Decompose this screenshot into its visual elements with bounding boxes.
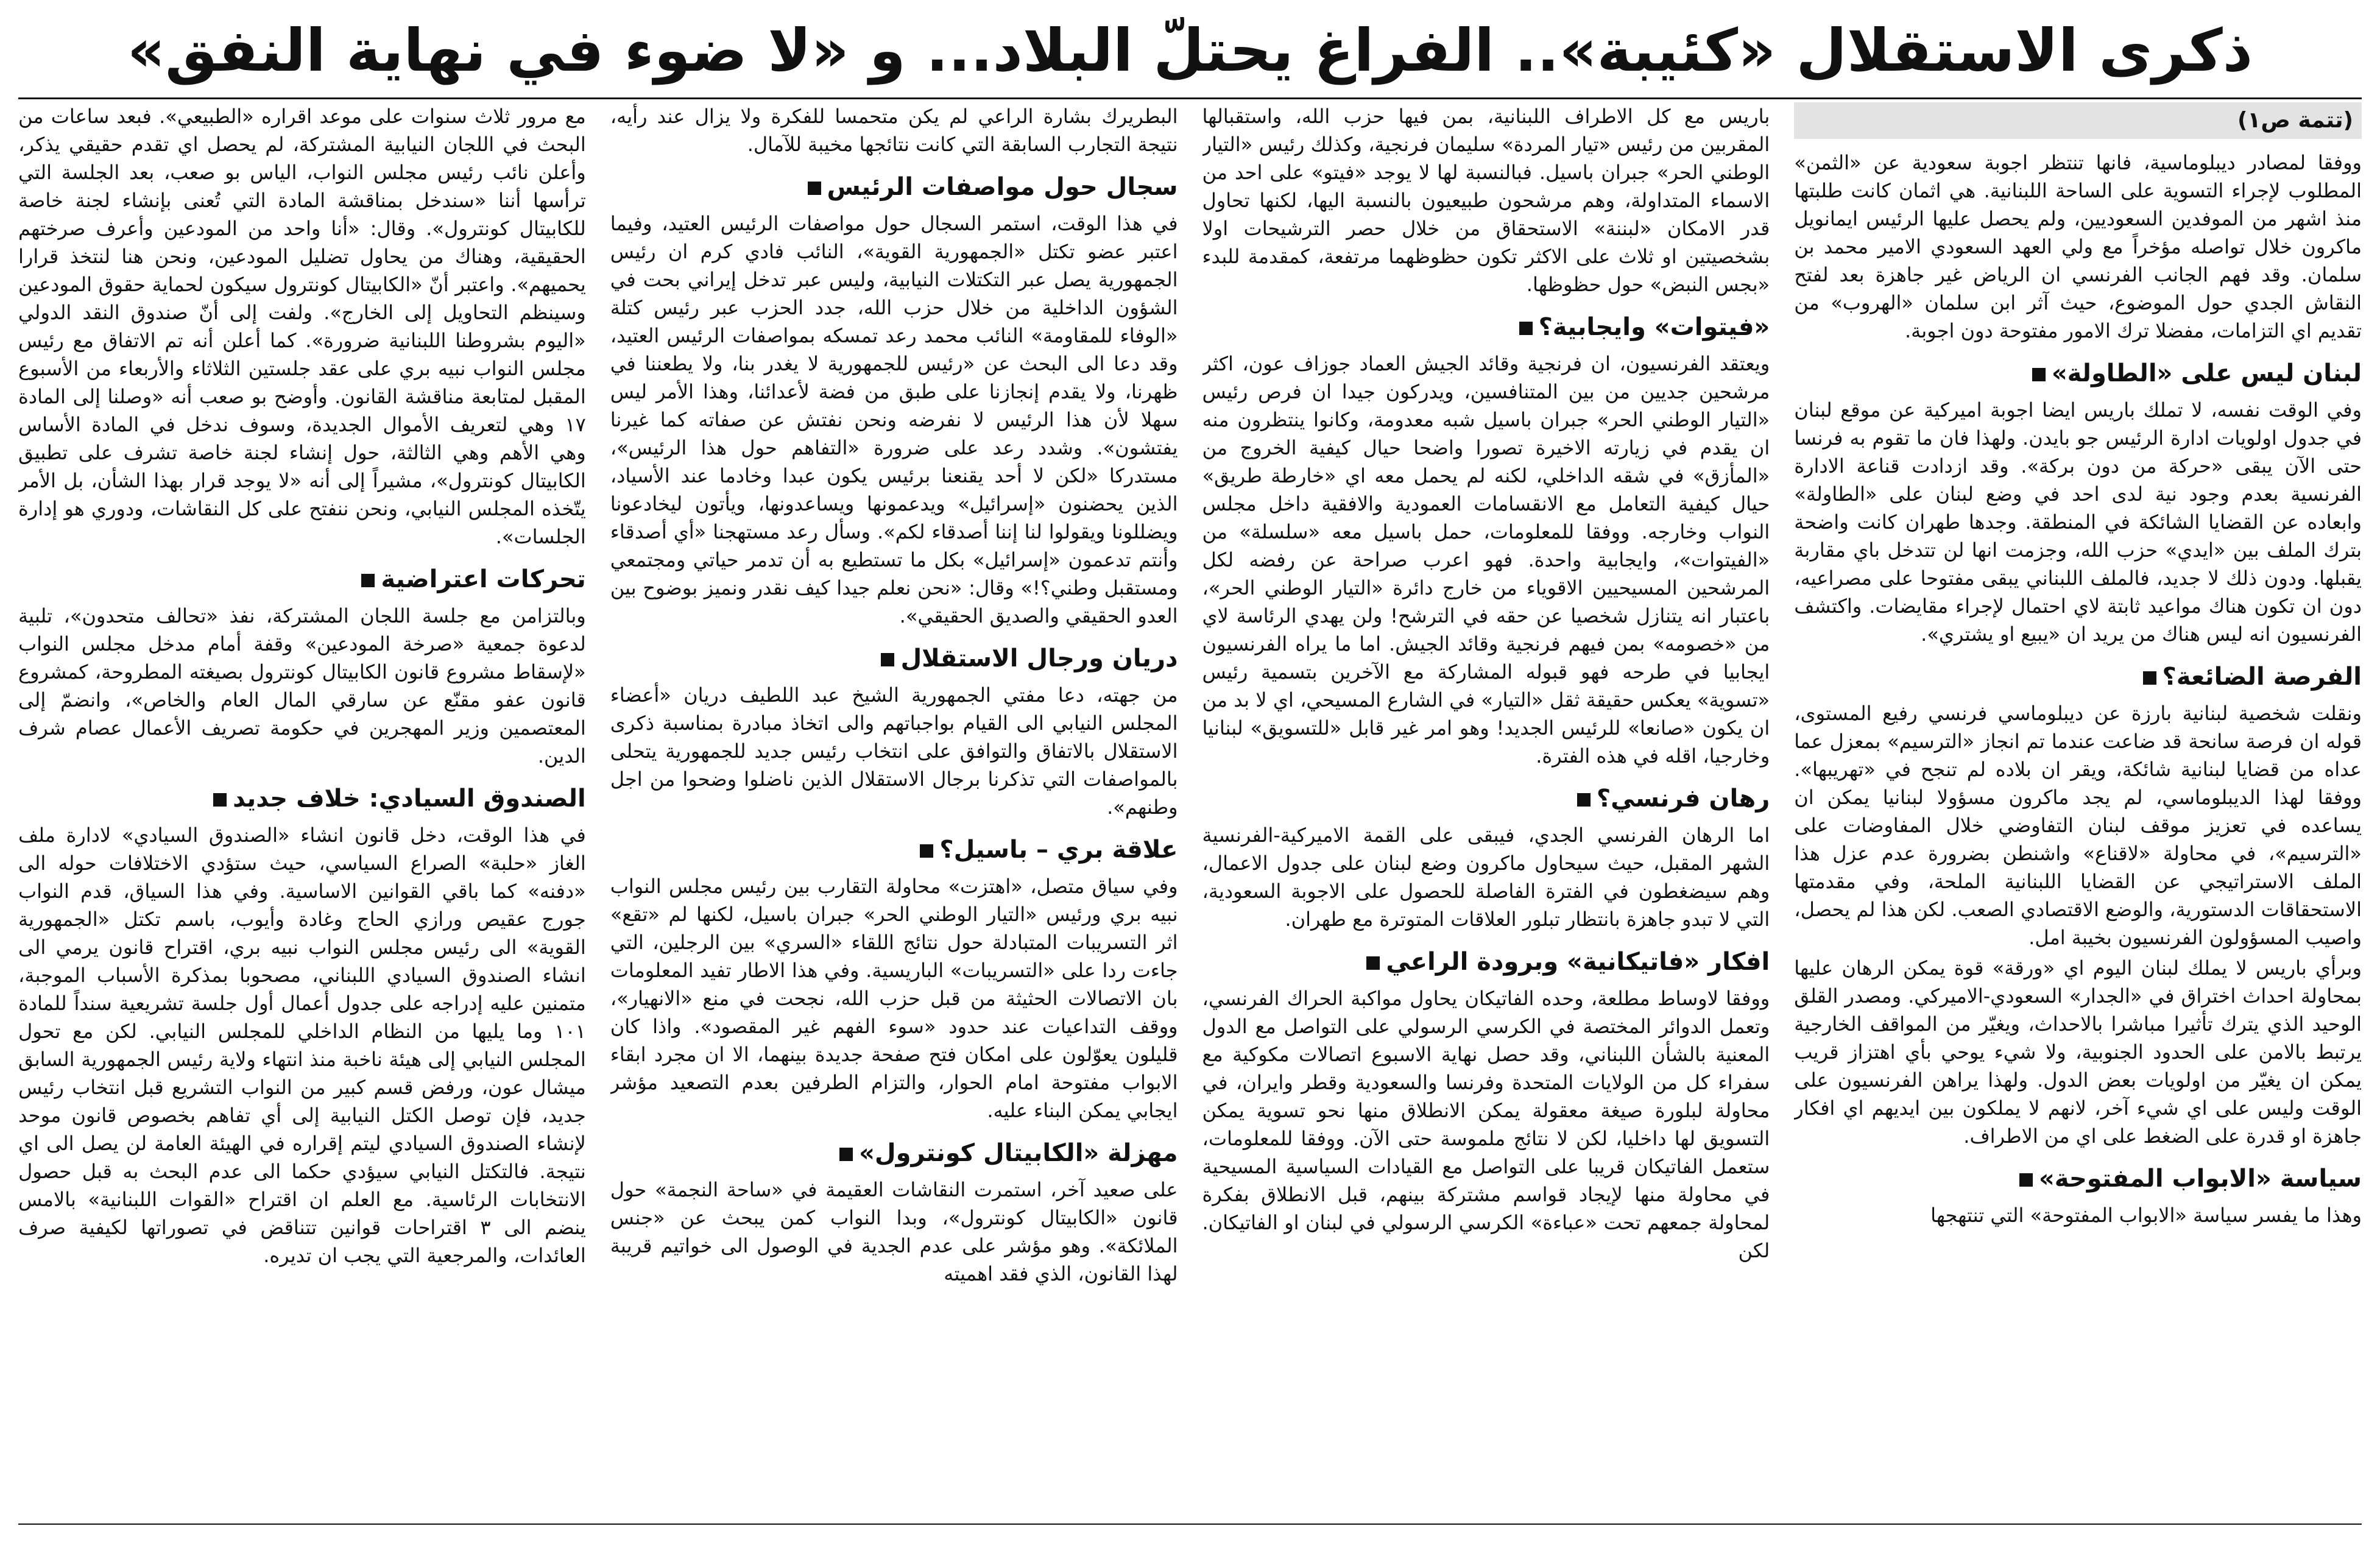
subheading xyxy=(1202,944,1770,980)
subheading-text: «فيتوات» وايجابية؟ xyxy=(1538,313,1770,341)
paragraph: وبالتزامن مع جلسة اللجان المشتركة، نفذ «تحالف متحدون»، تلبية لدعوة جمعية «صرخة المودعين» وقفة أمام مدخل مجلس النواب «لإسقاط مشروع قانون الكابيتال كونترول بصيغته المطروحة، كمشروع قانون عفو مقنّع عن سارقي المال العام والخاص»، وانضمّ إلى المعتصمين وزير المهجرين في حكومة تصريف الأعمال عصام شرف الدين. xyxy=(18,604,586,768)
subheading xyxy=(18,781,586,816)
subheading-text: الفرصة الضائعة؟ xyxy=(2162,663,2362,691)
square-bullet-icon xyxy=(2143,671,2156,685)
subheading-text: تحركات اعتراضية xyxy=(381,565,586,593)
subheading-text: الصندوق السيادي: خلاف جديد xyxy=(233,785,586,813)
subheading-text: سياسة «الابواب المفتوحة» xyxy=(2038,1165,2362,1193)
square-bullet-icon xyxy=(1577,793,1591,807)
subheading xyxy=(1202,309,1770,345)
paragraph: وفي سياق متصل، «اهتزت» محاولة التقارب بين رئيس مجلس النواب نبيه بري ورئيس «التيار الوطني الحر» جبران باسيل، لكنها لم «تقع» اثر التسريبات المتبادلة حول نتائج اللقاء «السري» بين الرجلين، التي جاءت ردا على «التسريبات» الباريسية. وفي هذا الاطار تفيد المعلومات بان الاتصالات الحثيثة من قبل حزب الله، نجحت في منع «الانهيار»، ووقف التداعيات عند حدود «سوء الفهم غير المقصود». واذا كان قليلون يعوّلون على امكان فتح صفحة جديدة بينهما، الا ان مجرد ابقاء الابواب مفتوحة امام الحوار، والتزام الطرفين بعدم التصعيد مؤشر ايجابي يمكن البناء عليه. xyxy=(610,875,1178,1122)
square-bullet-icon xyxy=(839,1148,853,1161)
paragraph: باريس مع كل الاطراف اللبنانية، بمن فيها حزب الله، واستقبالها المقربين من رئيس «تيار المردة» سليمان فرنجية، وكذلك رئيس «التيار الوطني الحر» جبران باسيل. فبالنسبة لها لا يوجد «فيتو» على احد من الاسماء المتداولة، وهم مرشحون طبيعيون بالنسبة اليها، لكنها تحاول قدر الامكان «لبننة» الاستحقاق من خلال حصر الترشيحات اولا بشخصيتين او ثلاث على الاكثر تكون حظوظهما مرتفعة، كمقدمة للبدء «بجس النبض» حول حظوظها. xyxy=(1202,105,1770,296)
square-bullet-icon xyxy=(920,844,933,858)
article-column-3 xyxy=(610,102,1178,1519)
subheading-text: رهان فرنسي؟ xyxy=(1596,785,1770,813)
subheading xyxy=(1202,781,1770,816)
square-bullet-icon xyxy=(881,653,894,666)
subheading xyxy=(610,832,1178,867)
square-bullet-icon xyxy=(1366,956,1380,970)
subheading-text: افكار «فاتيكانية» وبرودة الراعي xyxy=(1386,948,1770,976)
subheading-text: لبنان ليس على «الطاولة» xyxy=(2051,359,2362,387)
subheading xyxy=(610,641,1178,676)
subheading-text: دريان ورجال الاستقلال xyxy=(900,644,1178,673)
article-column-1 xyxy=(1794,102,2362,1519)
paragraph: مع مرور ثلاث سنوات على موعد اقراره «الطبيعي». فبعد ساعات من البحث في اللجان النيابية المشتركة، لم يحصل اي تقدم حقيقي يذكر، وأعلن نائب رئيس مجلس النواب، الياس بو صعب، بعد الجلسة التي ترأسها أننا «سندخل بمناقشة المادة التي تُعنى بإنشاء لجنة خاصة للكابيتال كونترول». وقال: «أنا واحد من المودعين وأعرف صرختهم الحقيقية، وهناك من يحاول تضليل المودعين، ونحن هنا لنتخذ قرارا يحميهم». واعتبر أنّ «الكابيتال كونترول سيكون لحماية حقوق المودعين وسينظم التحاويل إلى الخارج». ولفت إلى أنّ صندوق النقد الدولي «اليوم بشروطنا اللبنانية ضرورة». كما أعلن أنه تم الاتفاق مع رئيس مجلس النواب نبيه بري على عقد جلستين الثلاثاء والأربعاء من الأسبوع المقبل لمتابعة مناقشة القانون. وأوضح بو صعب أنه «وصلنا إلى المادة ١٧ وهي لتعريف الأموال الجديدة، وسوف ندخل في المادة الأساس وهي الأهم وهي الثالثة، حول إنشاء لجنة خاصة تشرف على تطبيق الكابيتال كونترول»، مشيراً إلى أنه «لا يوجد قرار بهذا الشأن، بل الأمر يتّخذه المجلس النيابي، ونحن ننفتح على كل النقاشات، ودوري هو إدارة الجلسات». xyxy=(18,105,586,548)
article-column-4 xyxy=(18,102,586,1519)
paragraph: في هذا الوقت، استمر السجال حول مواصفات الرئيس العتيد، وفيما اعتبر عضو تكتل «الجمهورية القوية»، النائب فادي كرم ان رئيس الجمهورية يصل عبر التكتلات النيابية، وليس عبر تدخل إيراني بحت في الشؤون الداخلية من خلال حزب الله، جدد الحزب عبر رئيس كتلة «الوفاء للمقاومة» النائب محمد رعد تمسكه بمواصفات الرئيس العتيد، وقد دعا الى البحث عن «رئيس للجمهورية لا يغدر بنا، ولا يطعننا في ظهرنا، ولا يقدم إنجازنا على طبق من فضة لأعدائنا، وهذا الأمر ليس سهلا لأن هذا الرئيس لا نفرضه ونحن نفتش عن صفاته كما غيرنا يفتشون». وشدد رعد على ضرورة «التفاهم حول هذا الرئيس»، مستدركا «لكن لا أحد يقنعنا برئيس يكون عبدا وخادما عند الأسياد، الذين يحضنون «إسرائيل» ويدعمونها ويساعدونها، ويأتون ليخادعونا ويضللونا ويقولوا لنا إننا أصدقاء لكم». وسأل رعد مستهجنا «أي أصدقاء وأنتم تدعمون «إسرائيل» بكل ما تستطيع به أن تدمر حياتي ومجتمعي ومستقبل وطني؟!» وقال: «نحن نعلم جيدا كيف نقدر ونميز بوضوح بين العدو الحقيقي والصديق الحقيقي». xyxy=(610,212,1178,627)
subheading-text: سجال حول مواصفات الرئيس xyxy=(827,173,1178,201)
subheading xyxy=(610,1135,1178,1171)
paragraph: ونقلت شخصية لبنانية بارزة عن ديبلوماسي فرنسي رفيع المستوى، قوله ان فرصة سانحة قد ضاعت عندما تم انجاز «الترسيم» بمعزل عما عداه من قضايا لبنانية شائكة، ويقر ان بلاده لم تنجح في «تهريبها». ووفقا لهذا الديبلوماسي، لم يجد ماكرون مسؤولا لبنانيا يمكن ان يساعده في تعزيز موقف لبنان التفاوضي خلال المفاوضات على «الترسيم»، في محاولة «لاقناع» واشنطن بضرورة عدم عزل هذا الملف الاستراتيجي عن القضايا اللبنانية الملحة، وفي مقدمتها الاستحقاقات الدستورية، والوضع الاقتصادي الصعب. لكن هذا لم يحصل، واصيب المسؤولون الفرنسيون بخيبة امل. xyxy=(1794,702,2362,949)
headline-rule xyxy=(18,97,2362,99)
continuation-tag: (تتمة ص١) xyxy=(1794,102,2362,139)
square-bullet-icon xyxy=(1519,322,1533,335)
paragraph: وبرأي باريس لا يملك لبنان اليوم اي «ورقة» قوة يمكن الرهان عليها بمحاولة احداث اختراق في «الجدار» السعودي-الاميركي. ومصدر القلق الوحيد الذي يترك تأثيرا مباشرا بالاحداث، ويغيّر من المواقف الخارجية يرتبط بالامن على الحدود الجنوبية، ولا شيء يوحي بأي اهتزاز قريب يمكن ان يغيّر من اولويات بعض الدول. ولهذا يراهن الفرنسيون على الوقت وليس على اي شيء آخر، لانهم لا يملكون بين ايديهم اي افكار جاهزة او قدرة على الضغط على اي من الاطراف. xyxy=(1794,956,2362,1148)
subheading xyxy=(1794,1161,2362,1196)
subheading xyxy=(1794,659,2362,694)
subheading-text: علاقة بري – باسيل؟ xyxy=(939,836,1178,864)
square-bullet-icon xyxy=(2019,1173,2033,1187)
paragraph: في هذا الوقت، دخل قانون انشاء «الصندوق السيادي» لادارة ملف الغاز «حلبة» الصراع السياسي، حيث ستؤدي الاختلافات حوله الى «دفنه» كما باقي القوانين الاساسية. وفي هذا السياق، قدم النواب جورج عقيص ورازي الحاج وغادة وأيوب، باسم تكتل «الجمهورية القوية» الى رئيس مجلس النواب نبيه بري، اقتراح قانون يرمي الى انشاء الصندوق السيادي اللبناني، مصحوبا بمذكرة الأسباب الموجبة، متمنين عليه إدراجه على جدول أعمال أول جلسة تشريعية سنداً للمادة ١٠١ وما يليها من النظام الداخلي للمجلس النيابي. لكن مع تحول المجلس النيابي إلى هيئة ناخبة منذ انتهاء ولاية رئيس الجمهورية السابق ميشال عون، ورفض قسم كبير من النواب التشريع قبل انتخاب رئيس جديد، فإن توصل الكتل النيابية إلى أي تفاهم بخصوص قانون موحد لإنشاء الصندوق السيادي ليتم إقراره في الهيئة العامة لن يصل الى اي نتيجة. فالتكتل النيابي سيؤدي حكما الى عدم البحث به قبل حصول الانتخابات الرئاسية. مع العلم ان اقتراح «القوات اللبنانية» بالامس ينضم الى ٣ اقتراحات قوانين تتناقض في تصوراتها لكيفية صرف العائدات، والمرجعية التي يجب ان تديره. xyxy=(18,824,586,1267)
square-bullet-icon xyxy=(213,793,227,807)
paragraph: من جهته، دعا مفتي الجمهورية الشيخ عبد اللطيف دريان «أعضاء المجلس النيابي الى القيام بواجباتهم والى اتخاذ مبادرة بمناسبة ذكرى الاستقلال بالاتفاق والتوافق على انتخاب رئيس جديد للجمهورية يتحلى بالمواصفات التي تذكرنا برجال الاستقلال الذين ناضلوا وضحوا من اجل وطنهم». xyxy=(610,683,1178,819)
paragraph: وفي الوقت نفسه، لا تملك باريس ايضا اجوبة اميركية عن موقع لبنان في جدول اولويات ادارة الرئيس جو بايدن. ولهذا فان ما تقوم به فرنسا حتى الآن يبقى «حركة من دون بركة». وقد ازدادت قناعة الادارة الفرنسية بعدم وجود نية لدى احد في وضع لبنان على «الطاولة» وابعاده عن القضايا الشائكة في المنطقة. وجدها طهران كانت واضحة بترك الملف بين «ايدي» حزب الله، وجزمت انها لن تتدخل باي مقاربة يقبلها. ودون ذلك لا جديد، فالملف اللبناني يبقى مفتوحا على مصراعيه، دون ان تكون هناك مواعيد ثابتة لاي احتمال لإجراء مقايضات. واكتشف الفرنسيون انه ليس هناك من يريد ان «يبيع او يشتري». xyxy=(1794,398,2362,646)
square-bullet-icon xyxy=(808,182,821,195)
subheading xyxy=(1794,356,2362,391)
bottom-rule xyxy=(18,1524,2362,1525)
paragraph: اما الرهان الفرنسي الجدي، فيبقى على القمة الاميركية-الفرنسية الشهر المقبل، حيث سيحاول ماكرون وضع لبنان على جدول الاعمال، وهم سيضغطون في الفترة الفاصلة للحصول على الاجوبة السعودية، التي لا تبدو جاهزة بانتظار تبلور العلاقات المتوترة مع طهران. xyxy=(1202,824,1770,931)
article-columns xyxy=(18,102,2362,1519)
article-column-2 xyxy=(1202,102,1770,1519)
subheading xyxy=(610,169,1178,205)
square-bullet-icon xyxy=(2032,368,2046,381)
paragraph: وهذا ما يفسر سياسة «الابواب المفتوحة» التي تنتهجها xyxy=(1930,1204,2362,1227)
subheading xyxy=(18,562,586,597)
paragraph: ووفقا لاوساط مطلعة، وحده الفاتيكان يحاول مواكبة الحراك الفرنسي، وتعمل الدوائر المختصة في الكرسي الرسولي على التواصل مع الدول المعنية بالشأن اللبناني، وقد حصل نهاية الاسبوع اتصالات مكوكية مع سفراء كل من الولايات المتحدة وفرنسا والسعودية وقطر وايران، في محاولة لبلورة صيغة معقولة يمكن الانطلاق منها نحو تسوية يمكن التسويق لها داخليا، لكن لا نتائج ملموسة حتى الآن. ووفقا للمعلومات، ستعمل الفاتيكان قريبا على التواصل مع القيادات السياسية المسيحية في محاولة منها لإيجاد قواسم مشتركة بينهم، قبل الانطلاق بفكرة لمحاولة جمعهم تحت «عباءة» الكرسي الرسولي في لبنان او الفاتيكان. لكن xyxy=(1202,987,1770,1262)
headline: ذكرى الاستقلال «كئيبة».. الفراغ يحتلّ البلاد... و «لا ضوء في نهاية النفق» xyxy=(127,16,2253,85)
paragraph: ووفقا لمصادر ديبلوماسية، فانها تنتظر اجوبة سعودية عن «الثمن» المطلوب لإجراء التسوية على الساحة اللبنانية. هي اثمان كانت طلبتها منذ اشهر من الموفدين السعوديين، ولم يحصل عليها الرئيس ايمانويل ماكرون خلال تواصله مؤخراً مع ولي العهد السعودي الامير محمد بن سلمان. وقد فهم الجانب الفرنسي ان الرياض غير جاهزة بعد لفتح النقاش الجدي حول الموضوع، حيث آثر ابن سلمان «الهروب» من تقديم اي التزامات، مفضلا ترك الامور مفتوحة دون اجوبة. xyxy=(1794,151,2362,342)
paragraph: ويعتقد الفرنسيون، ان فرنجية وقائد الجيش العماد جوزاف عون، اكثر مرشحين جديين من بين المتنافسين، ويدركون جيدا ان فرص رئيس «التيار الوطني الحر» جبران باسيل شبه معدومة، وكانوا ينتظرون منه ان يقدم في زيارته الاخيرة تصورا واضحا حيال كيفية الخروج من «المأزق» في شقه الداخلي، لكنه لم يحمل معه اي «خارطة طريق» حيال كيفية التعامل مع الانقسامات العمودية والافقية داخل مجلس النواب وخارجه. ووفقا للمعلومات، حمل باسيل معه «سلسلة» من «الفيتوات»، وايجابية واحدة. فهو اعرب صراحة عن رفضه لكل المرشحين المسيحيين الاقوياء من خارج دائرة «التيار الوطني الحر»، باعتبار انه يتنازل شخصيا عن حقه في الترشح! ولن يهدي الرئاسة لاي من «خصومه» بمن فيهم فرنجية وقائد الجيش. اما ما يراه الفرنسيون ايجابيا في طرحه فهو قبوله المشاركة مع الآخرين بتسمية رئيس «تسوية» يعكس حقيقة ثقل «التيار» في الشارع المسيحي، اي لا بد من ان يكون «صانعا» للرئيس الجديد! وهو امر غير قابل «للتسويق» لبنانيا وخارجيا، اقله في هذه الفترة. xyxy=(1202,352,1770,768)
square-bullet-icon xyxy=(361,574,375,587)
paragraph: البطريرك بشارة الراعي لم يكن متحمسا للفكرة ولا يزال عند رأيه، نتيجة التجارب السابقة التي كانت نتائجها مخيبة للآمال. xyxy=(610,105,1178,156)
subheading-text: مهزلة «الكابيتال كونترول» xyxy=(859,1139,1178,1167)
paragraph: على صعيد آخر، استمرت النقاشات العقيمة في «ساحة النجمة» حول قانون «الكابيتال كونترول»، وبدا النواب كمن يبحث عن «جنس الملائكة». وهو مؤشر على عدم الجدية في الوصول الى خواتيم قريبة لهذا القانون، الذي فقد اهميته xyxy=(610,1178,1178,1285)
